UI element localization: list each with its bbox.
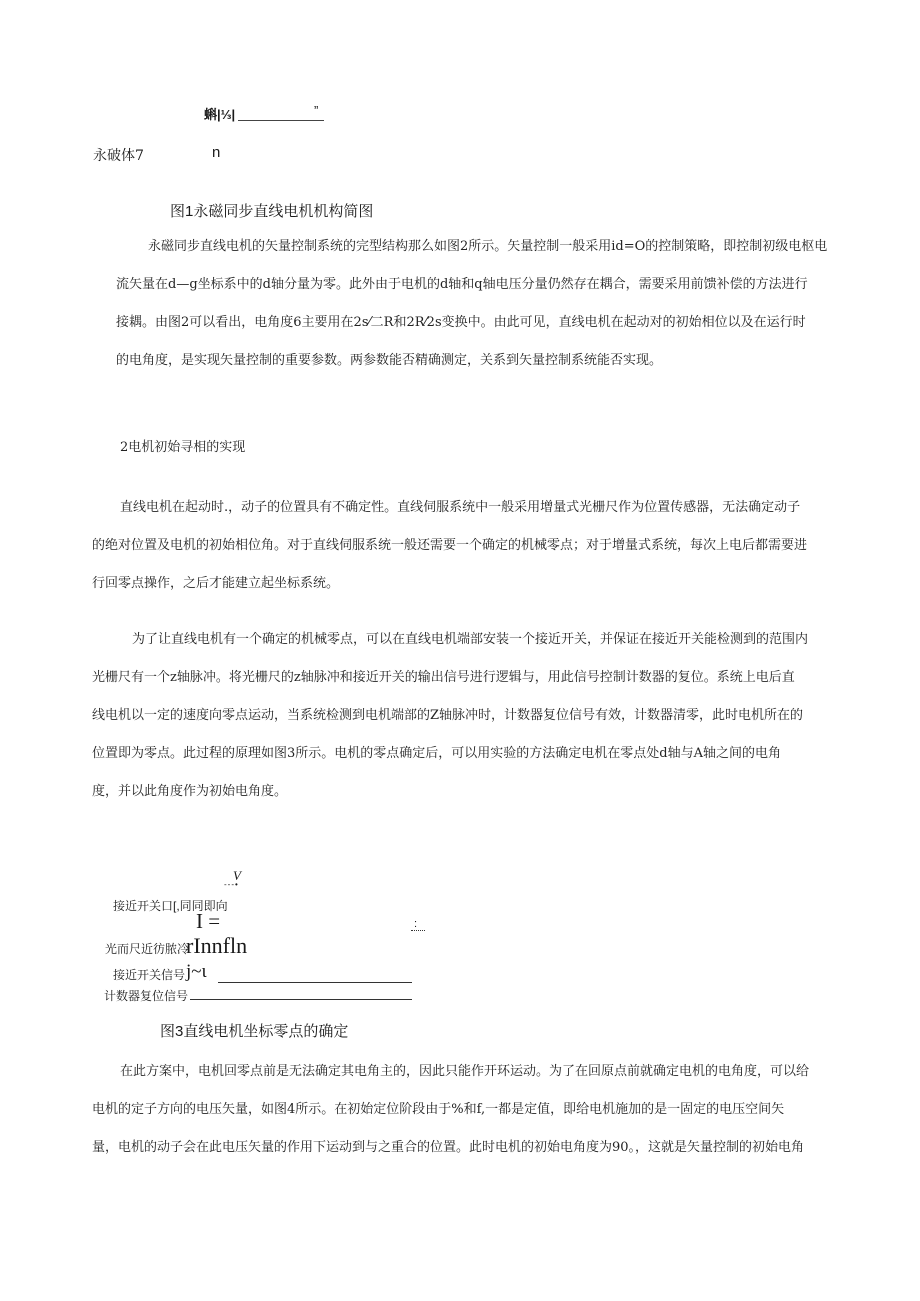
velocity-label: V bbox=[233, 868, 241, 883]
switch-signal-line bbox=[218, 982, 412, 983]
paragraph-line: 的绝对位置及电机的初始相位角。对于直线伺服系统一般还需要一个确定的机械零点；对于增量式系统，每次上电后都需要进 bbox=[92, 538, 808, 553]
paragraph-line: 直线电机在起动时.，动子的位置具有不确定性。直线伺服系统中一般采用增量式光栅尺作为位置传感器，无法确定动子 bbox=[120, 500, 801, 515]
paragraph-4 bbox=[92, 1053, 828, 1167]
paragraph-line: 量，电机的动子会在此电压矢量的作用下运动到与之重合的位置。此时电机的初始电角度为90。，这就是矢量控制的初始电角 bbox=[92, 1140, 805, 1155]
paragraph-line: 位置即为零点。此过程的原理如图3所示。电机的零点确定后，可以用实验的方法确定电机在零点处d轴与A轴之间的电角 bbox=[92, 746, 781, 761]
counter-reset-line bbox=[190, 999, 412, 1000]
proximity-switch-row-signal: I = bbox=[196, 909, 221, 933]
switch-signal-row-label: 接近开关信号 bbox=[113, 968, 186, 982]
grating-pulse-row-label: 光而尺近彷脓冷 bbox=[105, 942, 190, 956]
paragraph-line: 为了让直线电机有一个确定的机械零点，可以在直线电机端部安装一个接近开关，并保证在接近开关能检测到的范围内 bbox=[132, 632, 809, 647]
proximity-switch-row-label: 接近开关口[,同同即向 bbox=[113, 899, 228, 913]
paragraph-line: 的电角度，是实现矢量控制的重要参数。两参数能否精确测定，关系到矢量控制系统能否实现。 bbox=[116, 353, 663, 368]
switch-signal-row-signal: j~ι bbox=[186, 961, 207, 982]
counter-reset-row-label: 计数器复位信号 bbox=[104, 989, 189, 1003]
figure1-top-rule bbox=[238, 120, 324, 121]
figure1-left-label: 永破体7 bbox=[93, 148, 144, 164]
figure3-caption: 图3直线电机坐标零点的确定 bbox=[160, 1023, 349, 1040]
proximity-switch-row-mark: : bbox=[414, 918, 418, 930]
paragraph-line: 流矢量在d—g坐标系中的d轴分量为零。此外由于电机的d轴和q轴电压分量仍然存在耦合，需要采用前馈补偿的方法进行 bbox=[116, 277, 808, 292]
paragraph-1 bbox=[92, 228, 828, 380]
paragraph-line: 电机的定子方向的电压矢量，如图4所示。在初始定位阶段由于%和f,一都是定值，即给电机施加的是一固定的电压空间矢 bbox=[92, 1102, 785, 1117]
paragraph-line: 行回零点操作，之后才能建立起坐标系统。 bbox=[92, 576, 340, 591]
paragraph-3 bbox=[92, 621, 828, 811]
paragraph-line: 光栅尺有一个z轴脉冲。将光栅尺的z轴脉冲和接近开关的输出信号进行逻辑与，用此信号控制计数器的复位。系统上电后直 bbox=[92, 670, 795, 685]
figure1-caption: 图1永磁同步直线电机机构简图 bbox=[170, 203, 374, 220]
section-heading: 2电机初始寻相的实现 bbox=[120, 440, 246, 455]
figure1-top-quote: ” bbox=[314, 103, 319, 118]
figure1-top-label: 蝌|⅓| bbox=[204, 107, 236, 122]
grating-pulse-row-signal: rInnfln bbox=[186, 933, 248, 958]
paragraph-line: 永磁同步直线电机的矢量控制系统的完型结构那么如图2所示。矢量控制一般采用id=O的控制策略，即控制初级电枢电 bbox=[148, 239, 828, 254]
figure1-right-label: n bbox=[212, 144, 221, 161]
paragraph-line: 度，并以此角度作为初始电角度。 bbox=[92, 784, 288, 799]
paragraph-line: 线电机以一定的速度向零点运动，当系统检测到电机端部的Z轴脉冲时，计数器复位信号有效，计数器清零，此时电机所在的 bbox=[92, 708, 804, 723]
paragraph-2 bbox=[92, 489, 828, 603]
paragraph-line: 接耦。由图2可以看出，电角度6主要用在2s⁄二R和2R⁄2s变换中。由此可见，直线电机在起动对的初始相位以及在运行时 bbox=[116, 315, 806, 330]
paragraph-line: 在此方案中，电机回零点前是无法确定其电角主的，因此只能作开环运动。为了在回原点前就确定电机的电角度，可以给 bbox=[120, 1064, 810, 1079]
proximity-switch-baseline bbox=[411, 930, 425, 931]
velocity-arrow: ---• bbox=[224, 880, 239, 889]
